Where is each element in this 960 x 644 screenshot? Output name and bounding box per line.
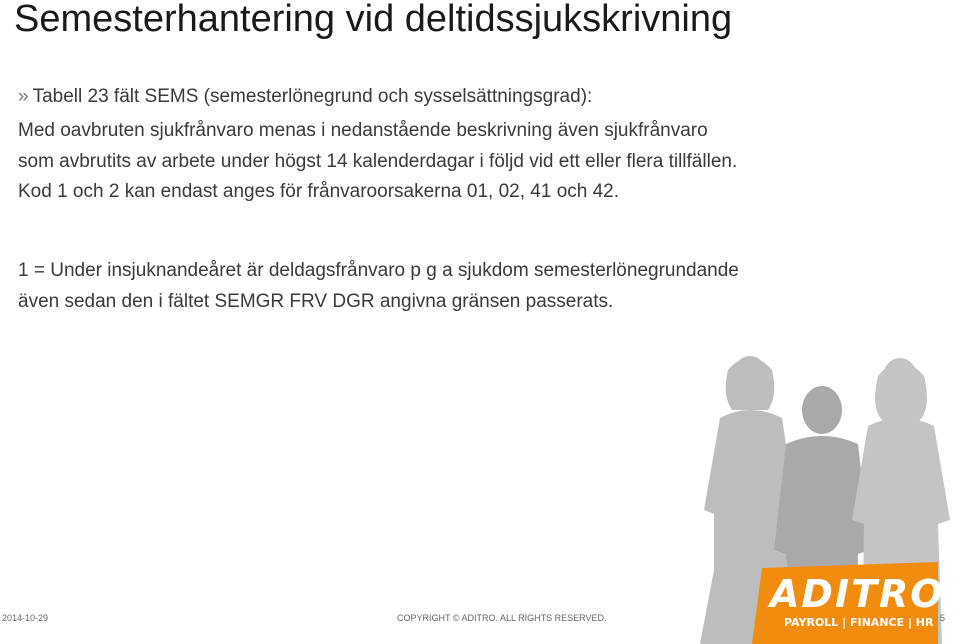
paragraph-definition [18, 116, 918, 208]
page-number: 5 [940, 613, 946, 623]
paragraph-code-1 [18, 256, 918, 317]
paragraph-line: även sedan den i fältet SEMGR FRV DGR angivna gränsen passerats. [18, 290, 614, 312]
slide-title: Semesterhantering vid deltidssjukskrivning [14, 0, 733, 40]
bullet-marker: » [18, 86, 29, 107]
logo-tagline: PAYROLL | FINANCE | HR [784, 616, 934, 629]
paragraph-line: Med oavbruten sjukfrånvaro menas i nedanstående beskrivning även sjukfrånvaro [18, 120, 708, 141]
aditro-logo [752, 562, 945, 644]
logo-wordmark: ADITRO [770, 572, 945, 616]
paragraph-line: Kod 1 och 2 kan endast anges för frånvaroorsakerna 01, 02, 41 och 42. [18, 181, 620, 203]
paragraph-line: som avbrutits av arbete under högst 14 kalenderdagar i följd vid ett eller flera tillfällen. [18, 150, 738, 172]
bullet-text: Tabell 23 fält SEMS (semesterlönegrund och sysselsättningsgrad): [32, 86, 593, 107]
bullet-item [18, 86, 592, 108]
paragraph-line: 1 = Under insjuknandeåret är deldagsfrånvaro p g a sjukdom semesterlönegrundande [18, 260, 739, 281]
footer-date: 2014-10-29 [2, 613, 49, 623]
footer-copyright: COPYRIGHT © ADITRO. ALL RIGHTS RESERVED. [397, 613, 607, 623]
